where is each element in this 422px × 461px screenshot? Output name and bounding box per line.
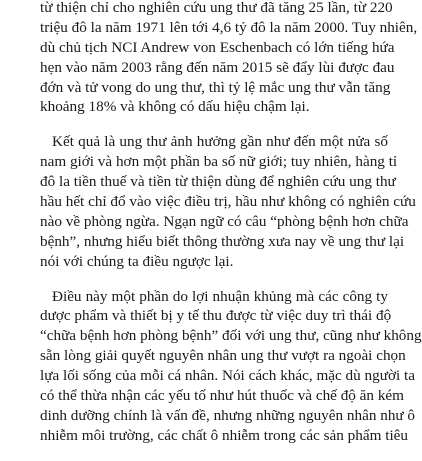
text-line: sẵn lòng giải quyết nguyên nhân ung thư vượt ra ngoài chọn <box>40 347 406 365</box>
text-line: “chữa bệnh hơn phòng bệnh” đối với ung thư, cũng như không <box>40 327 422 345</box>
text-line: đớn và tử vong do ung thư, thì tỷ lệ mắc ung thư vẫn tăng <box>40 78 391 96</box>
text-line: nam giới và hơn một phần ba số nữ giới; tuy nhiên, hàng tỉ <box>40 153 398 171</box>
text-line: hẹn vào năm 2003 rằng đến năm 2015 sẽ đẩy lùi được đau <box>40 58 395 76</box>
paragraph-1 <box>40 0 418 117</box>
text-line: dù chủ tịch NCI Andrew von Eschenbach có lớn tiếng hứa <box>40 38 395 56</box>
text-line: triệu đô la năm 1971 lên tới 4,6 tỷ đô la năm 2000. Tuy nhiên, <box>40 18 418 36</box>
text-line: nào về phòng ngừa. Ngạn ngữ có câu “phòng bệnh hơn chữa <box>40 212 409 230</box>
text-line: từ thiện chỉ cho nghiên cứu ung thư đã tăng 25 lần, từ 220 <box>40 0 393 16</box>
text-line: Kết quả là ung thư ảnh hưởng gần như đến một nửa số <box>52 133 388 151</box>
paragraph-3 <box>40 287 422 446</box>
text-line: dinh dưỡng chính là vấn đề, nhưng những nguyên nhân như ô <box>40 406 416 424</box>
text-line: nhiễm môi trường, các chất ô nhiễm trong các sản phẩm tiêu <box>40 426 408 444</box>
text-line: bệnh”, nhưng hiểu biết thông thường xưa nay về ung thư lại <box>40 232 405 250</box>
body-text <box>40 0 422 461</box>
paragraph-2 <box>40 132 416 271</box>
text-line: khoảng 18% và không có dấu hiệu chậm lại. <box>40 98 310 116</box>
text-line: dược phẩm và thiết bị y tế thu được từ việc duy trì thái độ <box>40 307 392 325</box>
text-line: đô la tiền thuế và tiền từ thiện dùng để nghiên cứu ung thư <box>40 173 396 191</box>
text-line: nói với chúng ta điều ngược lại. <box>40 252 234 270</box>
text-line: Điều này một phần do lợi nhuận khủng mà các công ty <box>52 287 388 305</box>
text-line: hầu hết chỉ đổ vào việc điều trị, hầu như không có nghiên cứu <box>40 193 416 211</box>
text-line: có thể thừa nhận các yếu tố như hút thuốc và chế độ ăn kém <box>40 387 404 405</box>
text-line: lựa lối sống của mỗi cá nhân. Nói cách khác, mặc dù người ta <box>40 367 415 385</box>
